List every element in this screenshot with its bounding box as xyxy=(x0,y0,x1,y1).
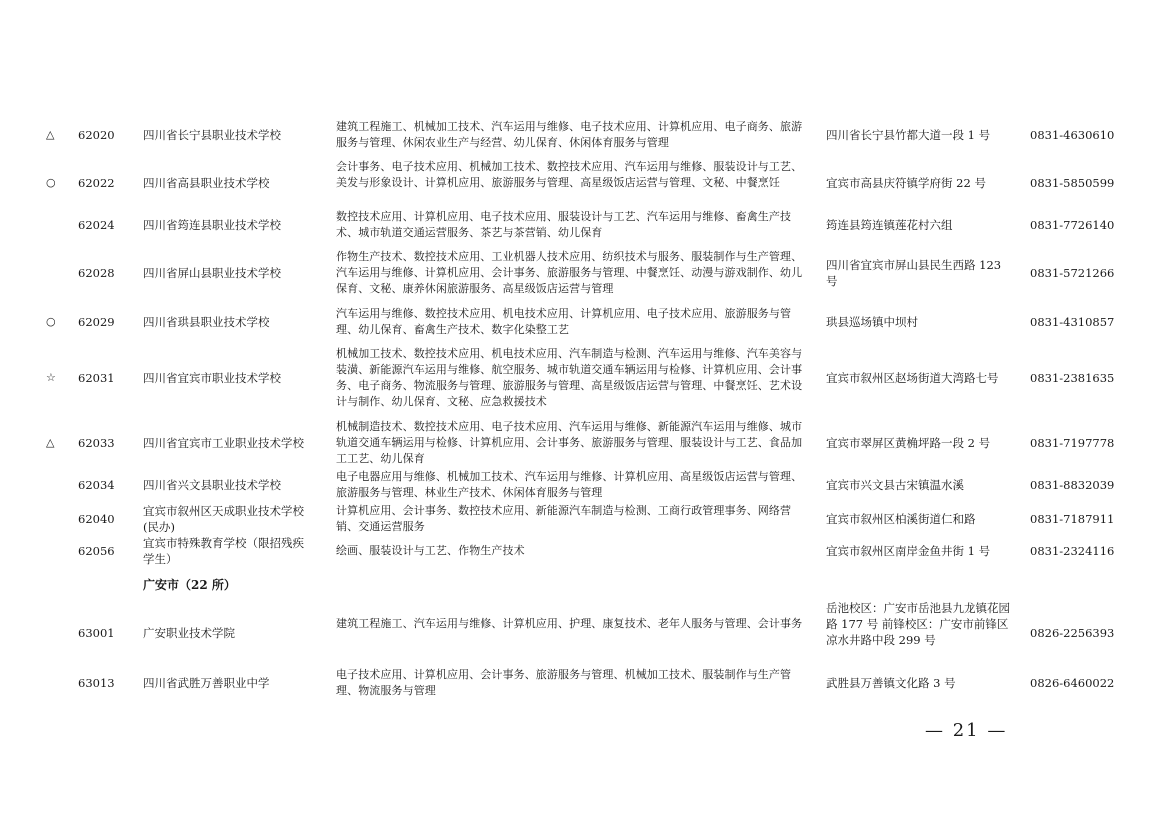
school-majors: 电子技术应用、计算机应用、会计事务、旅游服务与管理、机械加工技术、服装制作与生产管理、物流服务与管理 xyxy=(336,668,792,697)
school-phone: 0831-5850599 xyxy=(1030,176,1115,190)
school-phone: 0826-2256393 xyxy=(1030,626,1115,640)
school-name: 四川省兴文县职业技术学校 xyxy=(143,478,281,492)
school-name: 四川省珙县职业技术学校 xyxy=(143,315,270,329)
school-name: 宜宾市叙州区天成职业技术学校(民办) xyxy=(143,504,304,534)
page-number: — 21 — xyxy=(925,720,1008,741)
school-name: 四川省宜宾市工业职业技术学校 xyxy=(143,436,304,450)
school-mark xyxy=(46,600,60,666)
school-mark xyxy=(46,208,60,242)
table-row xyxy=(0,118,1169,152)
table-row xyxy=(0,666,1169,700)
table-row xyxy=(0,534,1169,568)
school-majors: 电子电器应用与维修、机械加工技术、汽车运用与维修、计算机应用、高星级饭店运营与管理、旅游服务与管理、林业生产技术、休闲体育服务与管理 xyxy=(336,470,803,499)
school-name: 四川省长宁县职业技术学校 xyxy=(143,128,281,142)
school-code: 62029 xyxy=(78,315,115,329)
school-phone: 0831-7197778 xyxy=(1030,436,1115,450)
school-code: 62028 xyxy=(78,266,115,280)
school-phone: 0831-4630610 xyxy=(1030,128,1115,142)
school-phone: 0831-7726140 xyxy=(1030,218,1115,232)
school-phone: 0831-5721266 xyxy=(1030,266,1115,280)
school-phone: 0831-2381635 xyxy=(1030,371,1115,385)
table-row xyxy=(0,418,1169,468)
school-address: 武胜县万善镇文化路 3 号 xyxy=(826,676,956,690)
school-address: 筠连县筠连镇莲花村六组 xyxy=(826,218,953,232)
school-majors: 机械制造技术、数控技术应用、电子技术应用、汽车运用与维修、新能源汽车运用与维修、城市轨道交通车辆运用与检修、计算机应用、会计事务、旅游服务与管理、服装设计与工艺、食品加工工艺、幼儿保育 xyxy=(336,420,803,465)
school-mark: △ xyxy=(46,436,55,449)
school-address: 宜宾市叙州区南岸金鱼井街 1 号 xyxy=(826,544,991,558)
table-row xyxy=(0,468,1169,502)
school-majors: 会计事务、电子技术应用、机械加工技术、数控技术应用、汽车运用与维修、服装设计与工艺、美发与形象设计、计算机应用、旅游服务与管理、高星级饭店运营与管理、文秘、中餐烹饪 xyxy=(336,160,803,189)
table-row xyxy=(0,158,1169,208)
school-address: 宜宾市叙州区柏溪街道仁和路 xyxy=(826,512,976,526)
school-code: 62040 xyxy=(78,512,115,526)
table-row xyxy=(0,600,1169,666)
school-address: 珙县巡场镇中坝村 xyxy=(826,315,918,329)
school-name: 广安职业技术学院 xyxy=(143,626,235,640)
school-mark: ○ xyxy=(46,315,56,328)
city-heading: 广安市（22 所） xyxy=(143,578,236,592)
school-phone: 0826-6460022 xyxy=(1030,676,1115,690)
school-majors: 机械加工技术、数控技术应用、机电技术应用、汽车制造与检测、汽车运用与维修、汽车美容与装潢、新能源汽车运用与维修、航空服务、城市轨道交通车辆运用与检修、计算机应用、会计事务、电子商务、物流服务与管理、旅游服务与管理、高星级饭店运营与管理、中餐烹饪、艺术设计与制作、幼儿保育、文秘、应急救援技术 xyxy=(336,347,803,408)
school-name: 四川省屏山县职业技术学校 xyxy=(143,266,281,280)
school-phone: 0831-8832039 xyxy=(1030,478,1115,492)
school-mark: ☆ xyxy=(46,371,56,384)
school-mark xyxy=(46,534,60,568)
school-mark: ○ xyxy=(46,176,56,189)
school-address: 四川省宜宾市屏山县民生西路 123 号 xyxy=(826,258,1002,288)
school-majors: 计算机应用、会计事务、数控技术应用、新能源汽车制造与检测、工商行政管理事务、网络营销、交通运营服务 xyxy=(336,504,792,533)
school-name: 四川省筠连县职业技术学校 xyxy=(143,218,281,232)
school-name: 四川省宜宾市职业技术学校 xyxy=(143,371,281,385)
school-address: 宜宾市兴文县古宋镇温水溪 xyxy=(826,478,964,492)
school-code: 62033 xyxy=(78,436,115,450)
school-code: 62034 xyxy=(78,478,115,492)
school-phone: 0831-4310857 xyxy=(1030,315,1115,329)
school-name: 宜宾市特殊教育学校（限招残疾学生） xyxy=(143,536,304,566)
school-majors: 建筑工程施工、机械加工技术、汽车运用与维修、电子技术应用、计算机应用、电子商务、旅游服务与管理、休闲农业生产与经营、幼儿保育、休闲体育服务与管理 xyxy=(336,120,803,149)
school-code: 62031 xyxy=(78,371,115,385)
school-code: 62024 xyxy=(78,218,115,232)
school-code: 63001 xyxy=(78,626,115,640)
school-majors: 汽车运用与维修、数控技术应用、机电技术应用、计算机应用、电子技术应用、旅游服务与管理、幼儿保育、畜禽生产技术、数字化染整工艺 xyxy=(336,307,792,336)
school-phone: 0831-7187911 xyxy=(1030,512,1115,526)
school-majors: 建筑工程施工、汽车运用与维修、计算机应用、护理、康复技术、老年人服务与管理、会计事务 xyxy=(336,617,803,630)
school-phone: 0831-2324116 xyxy=(1030,544,1115,558)
school-majors: 绘画、服装设计与工艺、作物生产技术 xyxy=(336,544,525,557)
school-address: 宜宾市叙州区赵场街道大湾路七号 xyxy=(826,371,999,385)
school-mark: △ xyxy=(46,128,55,141)
school-code: 63013 xyxy=(78,676,115,690)
school-address: 岳池校区：广安市岳池县九龙镇花园路 177 号 前锋校区：广安市前锋区凉水井路中段 299 号 xyxy=(826,601,1010,647)
school-address: 四川省长宁县竹都大道一段 1 号 xyxy=(826,128,991,142)
school-mark xyxy=(46,502,60,536)
table-row xyxy=(0,345,1169,411)
school-name: 四川省高县职业技术学校 xyxy=(143,176,270,190)
school-code: 62022 xyxy=(78,176,115,190)
school-mark xyxy=(46,248,60,298)
school-majors: 作物生产技术、数控技术应用、工业机器人技术应用、纺织技术与服务、服装制作与生产管理、汽车运用与维修、计算机应用、会计事务、旅游服务与管理、中餐烹饪、动漫与游戏制作、幼儿保育、文秘、康养休闲旅游服务、高星级饭店运营与管理 xyxy=(336,250,803,295)
table-row xyxy=(0,208,1169,242)
school-code: 62020 xyxy=(78,128,115,142)
school-mark xyxy=(46,666,60,700)
school-name: 四川省武胜万善职业中学 xyxy=(143,676,270,690)
school-majors: 数控技术应用、计算机应用、电子技术应用、服装设计与工艺、汽车运用与维修、畜禽生产技术、城市轨道交通运营服务、茶艺与茶营销、幼儿保育 xyxy=(336,210,792,239)
table-row xyxy=(0,248,1169,298)
table-row xyxy=(0,502,1169,536)
school-address: 宜宾市翠屏区黄桷坪路一段 2 号 xyxy=(826,436,991,450)
school-address: 宜宾市高县庆符镇学府街 22 号 xyxy=(826,176,986,190)
table-row xyxy=(0,305,1169,339)
school-mark xyxy=(46,468,60,502)
school-code: 62056 xyxy=(78,544,115,558)
